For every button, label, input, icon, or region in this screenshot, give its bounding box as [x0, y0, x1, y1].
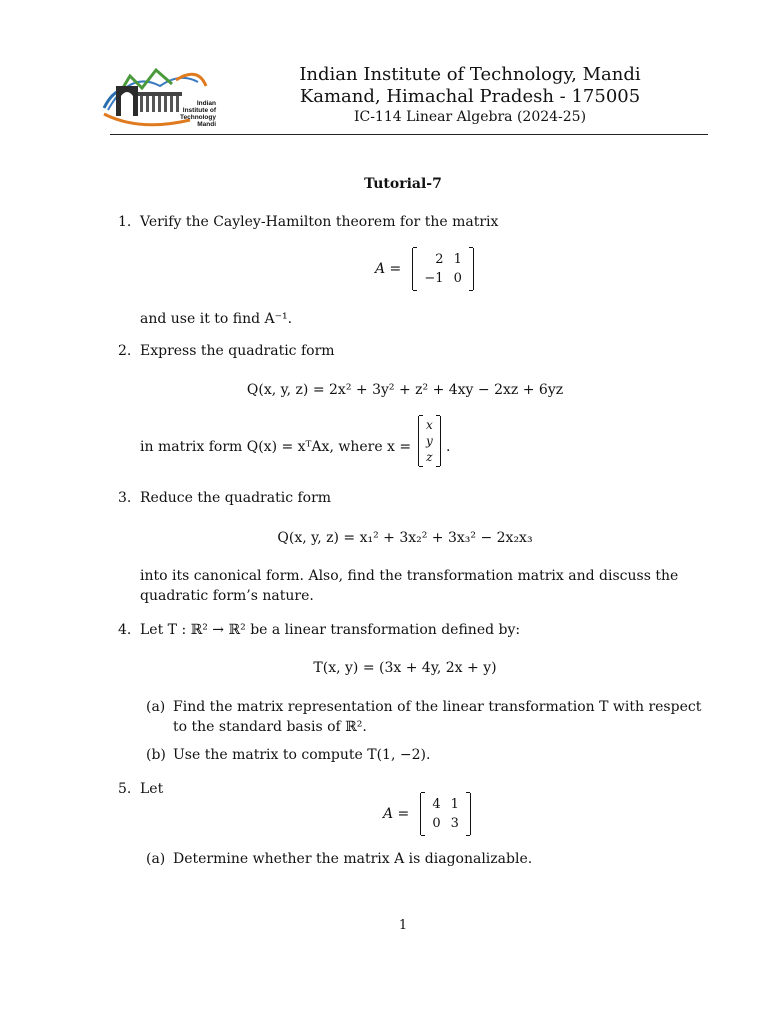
header-rule [110, 134, 708, 135]
problem-text: Verify the Cayley-Hamilton theorem for the matrix [140, 214, 499, 230]
matrix-cell: 0 [432, 816, 441, 831]
matrix [412, 248, 473, 290]
problem-number: 2. [118, 343, 132, 359]
matrix-cell: 4 [432, 797, 441, 812]
problem-number: 4. [118, 622, 132, 638]
matrix-cell: 0 [453, 271, 462, 286]
problem-text: Reduce the quadratic form [140, 490, 332, 506]
problem-text: Express the quadratic form [140, 343, 335, 359]
quadratic-form-equation: Q(x, y, z) = x₁² + 3x₂² + 3x₃² − 2x₂x₃ [277, 530, 533, 546]
problem-text: Let T : ℝ² → ℝ² be a linear transformation defined by: [140, 622, 521, 638]
matrix-lhs: A = [383, 806, 410, 822]
tutorial-title: Tutorial-7 [364, 176, 442, 192]
logo-line: Institute of [182, 107, 216, 114]
vector [418, 416, 441, 466]
matrix-equation [375, 248, 474, 290]
institute-name: Indian Institute of Technology, Mandi [299, 64, 641, 85]
problem-number: 5. [118, 781, 132, 797]
problem-text: Let [140, 781, 164, 797]
matrix-equation [383, 793, 471, 835]
logo-line: Technology [180, 114, 216, 121]
part-text: Determine whether the matrix A is diagonalizable. [173, 851, 533, 867]
problem-followup: and use it to find A⁻¹. [140, 311, 293, 327]
matrix [420, 793, 471, 835]
problem-followup: in matrix form Q(x) = xᵀAx, where x = [140, 439, 412, 455]
matrix-cell: −1 [424, 271, 444, 286]
problem-number: 3. [118, 490, 132, 506]
part-label: (b) [146, 747, 166, 763]
vector-cell: z [426, 450, 433, 464]
institute-logo [100, 62, 220, 132]
course-title: IC-114 Linear Algebra (2024-25) [353, 109, 587, 125]
matrix-cell: 2 [435, 252, 444, 267]
matrix-cell: 3 [450, 816, 459, 831]
logo-text [180, 100, 216, 128]
vector-cell: x [426, 418, 433, 432]
logo-line: Mandi [197, 121, 216, 128]
matrix-lhs: A = [375, 261, 402, 277]
vector-x [418, 416, 441, 466]
part-text: Use the matrix to compute T(1, −2). [173, 747, 431, 763]
matrix-cell: 1 [450, 797, 459, 812]
institute-address: Kamand, Himachal Pradesh - 175005 [299, 86, 641, 107]
vector-period: . [446, 439, 451, 455]
logo-line: Indian [196, 100, 216, 107]
problem-followup: into its canonical form. Also, find the transformation matrix and discuss the quadratic form’s nature. [140, 568, 679, 604]
quadratic-form-equation: Q(x, y, z) = 2x² + 3y² + z² + 4xy − 2xz + 6yz [246, 382, 564, 398]
matrix-cell: 1 [453, 252, 462, 267]
transformation-equation: T(x, y) = (3x + 4y, 2x + y) [313, 660, 497, 676]
page-number: 1 [398, 918, 408, 933]
part-label: (a) [146, 851, 166, 867]
vector-cell: y [426, 434, 433, 448]
part-label: (a) [146, 699, 166, 715]
problem-number: 1. [118, 214, 132, 230]
part-text: Find the matrix representation of the linear transformation T with respect to the standard basis of ℝ². [173, 699, 702, 735]
